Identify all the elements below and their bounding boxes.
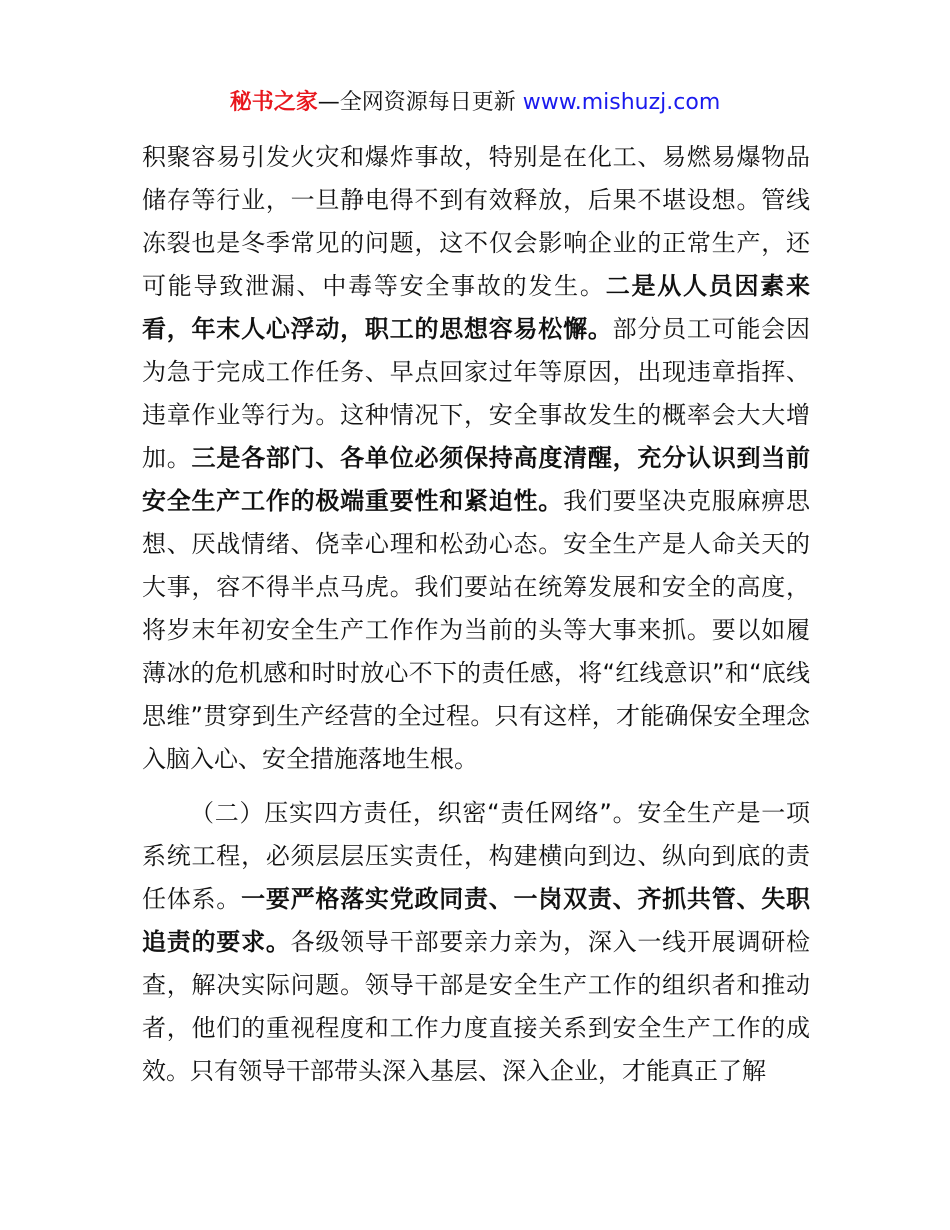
- text-run: 各级领导干部要亲力亲为，深入一线开展调研检查，解决实际问题。领导干部是安全生产工作的组织者和推动者，他们的重视程度和工作力度直接关系到安全生产工作的成效。只有领导干部带头深入基层、深入企业，才能真正了解: [142, 928, 811, 1085]
- bold-text-run: 一要严格落实党政同责、一岗双责、齐抓共管、失职追责的要求。: [142, 885, 810, 956]
- header-brand: 秘书之家: [229, 90, 318, 115]
- bold-text-run: 三是各部门、各单位必须保持高度清醒，充分认识到当前安全生产工作的极端重要性和紧迫性。: [142, 444, 811, 515]
- text-run: （二）压实四方责任，织密“责任网络”。安全生产是一项系统工程，必须层层压实责任，构建横向到边、纵向到底的责任体系。: [142, 799, 810, 913]
- text-run: 我们要坚决克服麻痹思想、厌战情绪、侥幸心理和松劲心态。安全生产是人命关天的大事，容不得半点马虎。我们要站在统筹发展和安全的高度，将岁末年初安全生产工作作为当前的头等大事来抓。要以如履薄冰的危机感和时时放心不下的责任感，将“红线意识”和“底线思维”贯穿到生产经营的全过程。只有这样，才能确保安全理念入脑入心、安全措施落地生根。: [142, 487, 811, 773]
- page-header: [0, 88, 950, 118]
- bold-text-run: 二是从人员因素来看，年末人心浮动，职工的思想容易松懈。: [142, 272, 811, 343]
- paragraph-section-two: [142, 792, 810, 1093]
- text-run: 部分员工可能会因为急于完成工作任务、早点回家过年等原因，出现违章指挥、违章作业等行为。这种情况下，安全事故发生的概率会大大增加。: [142, 315, 811, 472]
- text-run: 积聚容易引发火灾和爆炸事故，特别是在化工、易燃易爆物品储存等行业，一旦静电得不到有效释放，后果不堪设想。管线冻裂也是冬季常见的问题，这不仅会影响企业的正常生产，还可能导致泄漏、中毒等安全事故的发生。: [142, 143, 810, 300]
- paragraph-continuation: [142, 136, 810, 781]
- header-site-url: www.mishuzj.com: [522, 90, 721, 115]
- document-body: [142, 136, 810, 1093]
- header-tagline: —全网资源每日更新: [317, 90, 516, 115]
